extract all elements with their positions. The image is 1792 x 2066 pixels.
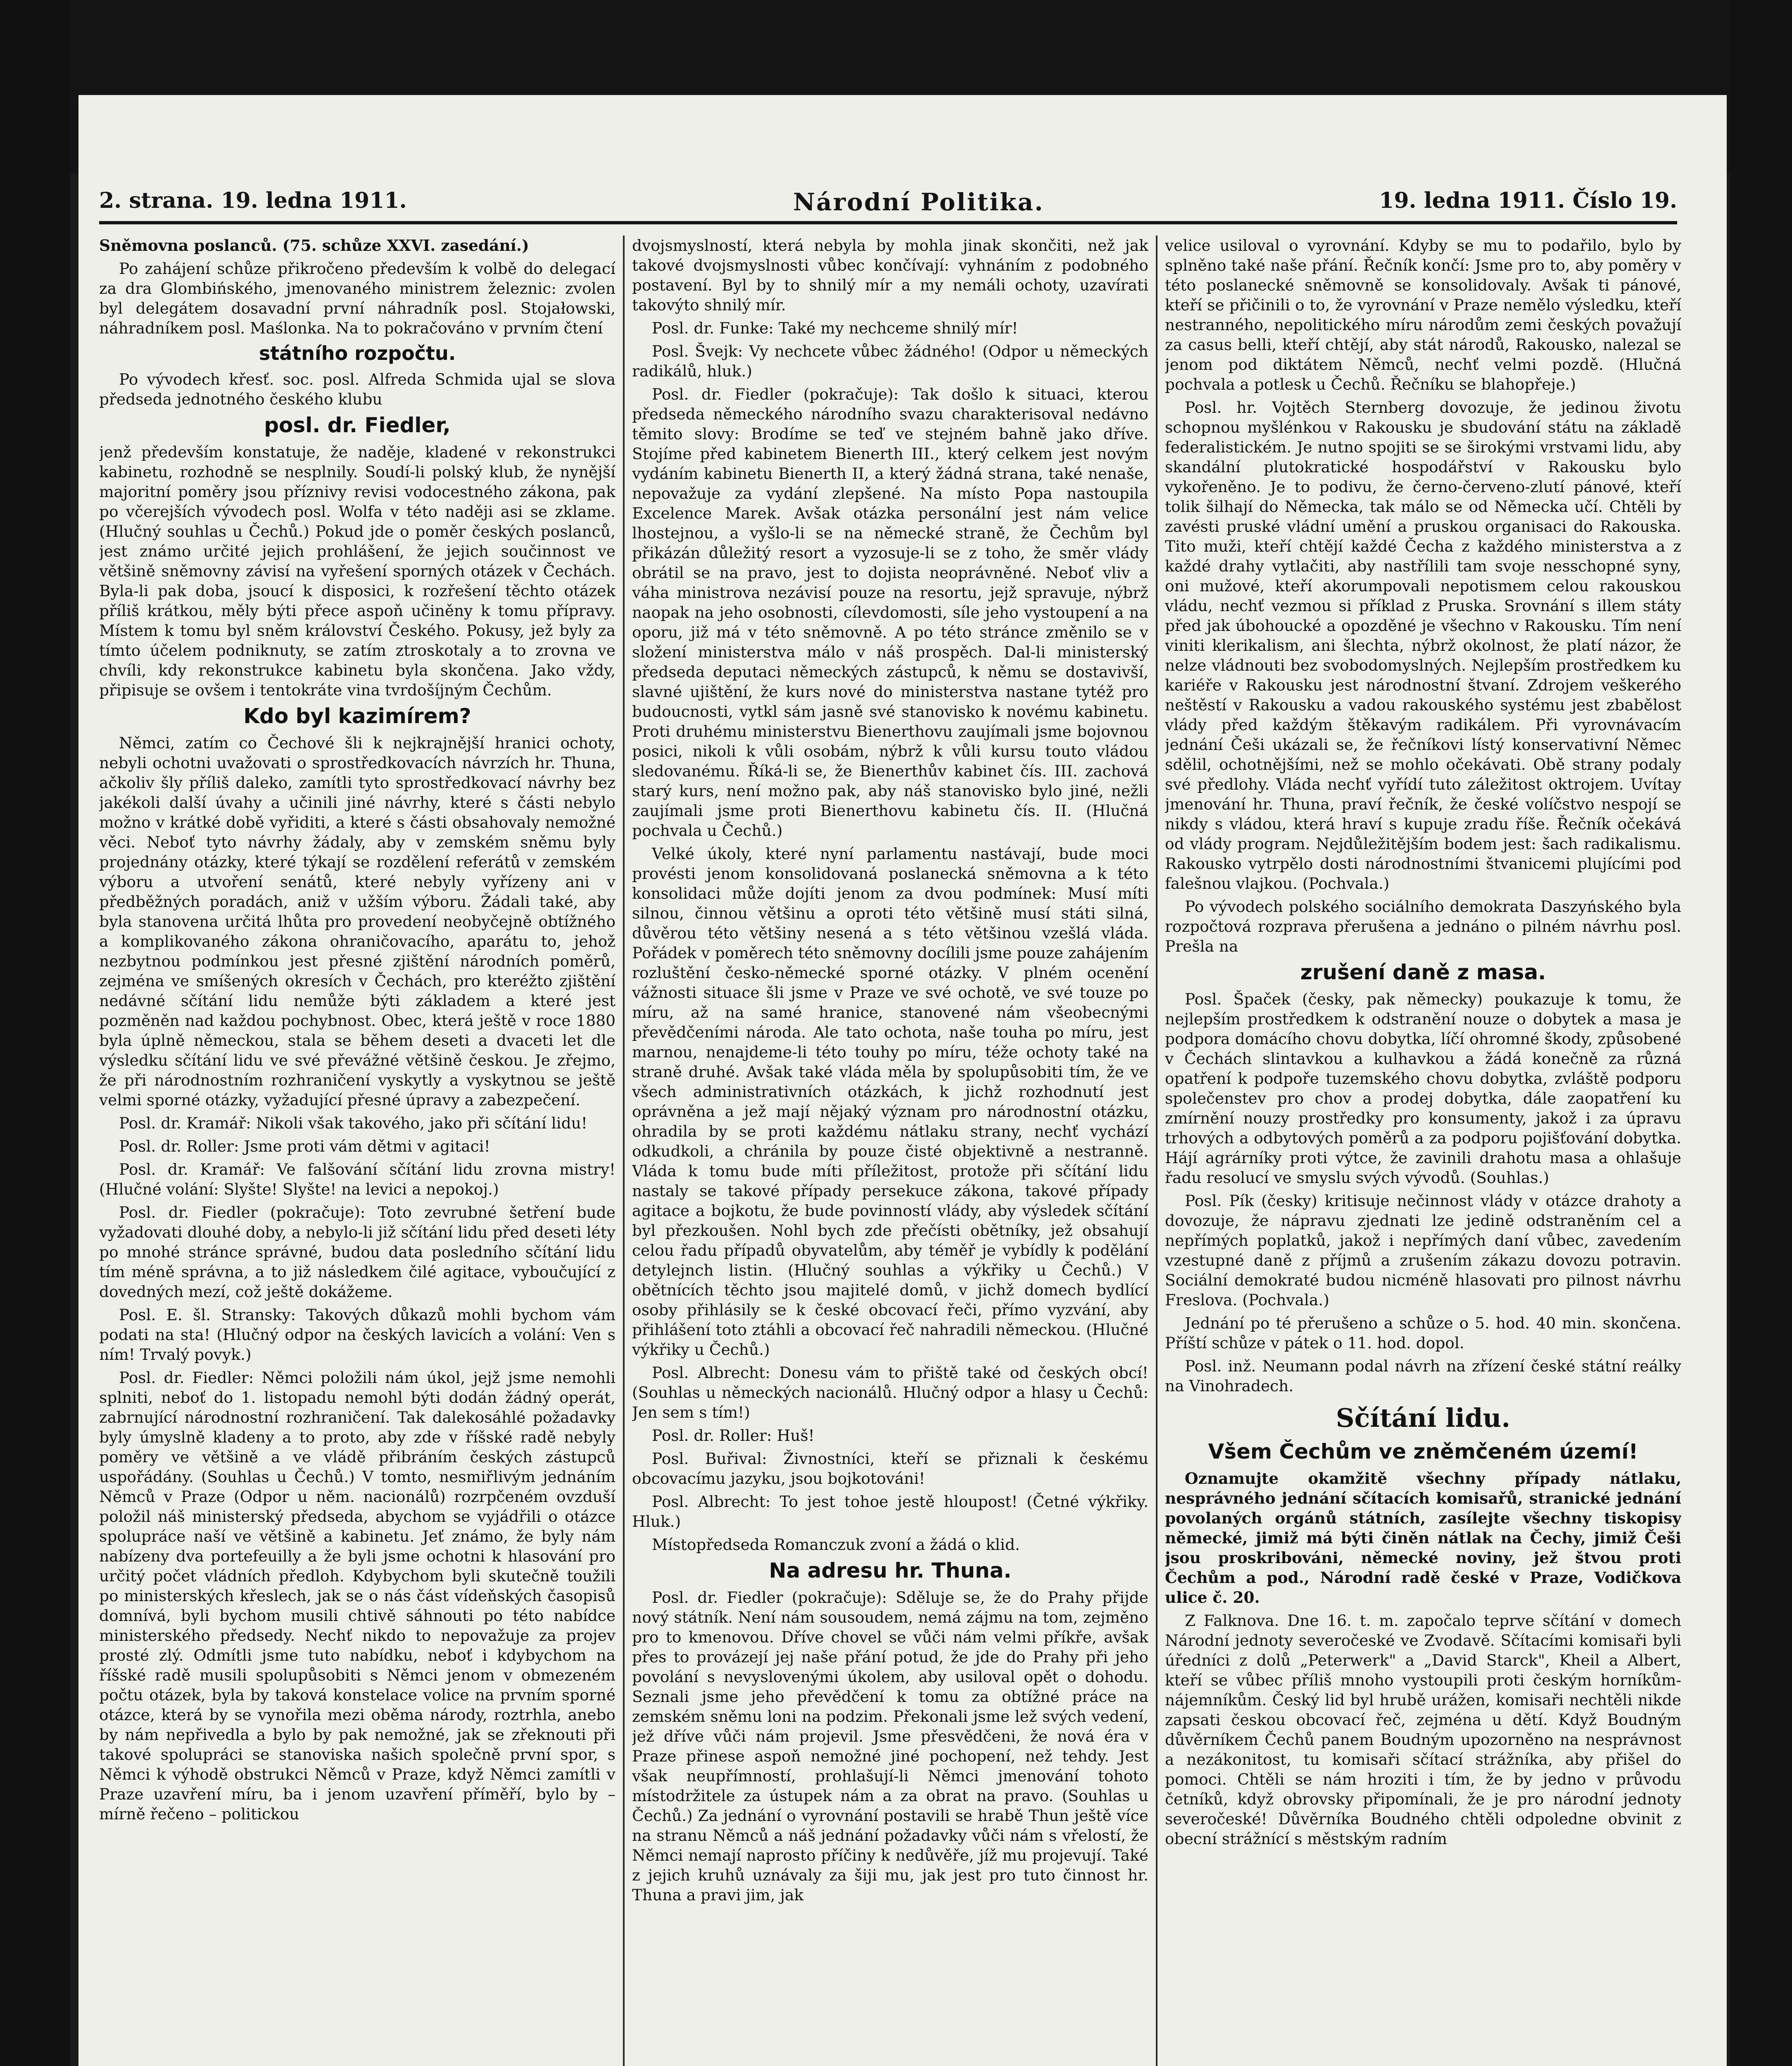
paragraph: Velké úkoly, které nyní parlamentu nastávají, bude moci provésti jenom konsolidovaná poslanecká sněmovna a k této konsolidaci může dojíti jenom za dvou podmínek: Musí míti silnou, činnou většinu a oproti této většině musí státi silná, důvěrou této většiny nesená a s této většinou vzešlá vláda. Pořádek v poměrech této sněmovny docílili jsme pouze zahájením rozluštění česko-německé sporné otázky. V plném ocenění vážnosti situace šli jsme v Praze ve své ochotě, ve své touze po míru, až na samé hranice, stanovené nám všeobecnými převědčeními národa. Ale tato ochota, naše touha po míru, jest marnou, nenajdeme-li této touhy po míru, téže ochoty také na straně druhé. Avšak také vláda měla by spolupůsobiti tím, že ve všech administrativních otázkách, k jichž rozhodnutí jest oprávněna a jež mají nějaký význam pro národnostní otázku, ohradila by se proti každému nátlaku strany, nechť vychází odkudkoli, a chránila by pouze čisté objektivně a nestranně. Vláda k tomu bude míti příležitost, protože při sčítání lidu nastaly se takové případy persekuce zákona, takové případy agitace a bojkotu, že bude povinností vlády, aby výsledek sčítání byl přezkoušen. Nohl bych zde přečísti obětníky, jež obsahují celou řadu případů obyvatelům, aby téměř je vybídly k podělání detylejnch listin. (Hlučný souhlas a výkřiky u Čechů.) V obětnících těchto jsou majitelé domů, v jichž domech bydlící osoby přihlásily se k české obcovací řeči, přímo vyzvání, aby přihlášení toto ztáhli a obcovací řeč nahradili německou. (Hlučné výkřiky u Čechů.) [632,845,1148,1359]
subheading: státního rozpočtu. [259,342,456,364]
page-header [99,188,1677,217]
subheading: zrušení daně z masa. [1300,960,1546,984]
subheading: Všem Čechům ve zněmčeném území! [1208,1440,1638,1464]
subheading: posl. dr. Fiedler, [264,413,451,437]
article-heading: Sněmovna poslanců. (75. schůze XXVI. zasedání.) [99,236,529,255]
column-divider [1156,236,1157,2066]
subheading: Kdo byl kazimírem? [243,704,471,728]
paragraph: Posl. dr. Fiedler (pokračuje): Tak došlo k situaci, kterou předseda německého národního svazu charakterisoval nedávno těmito slovy: Brodíme se teď ve stejném bahně jako dříve. Stojíme před kabinetem Bienerth III., který celkem jest novým vydáním kabinetu Bienerth II, a který žádná strana, také nenaše, nepovažuje za vydání zlepšené. Na místo Popa nastoupila Excelence Marek. Avšak otázka personální jest nám velice lhostejnou, a vyšlo-li se na německé straně, že Čechům byl přikázán důležitý resort a vyzosuje-li se z toho, že směr vlády obrátil se na pravo, jest to dojista neoprávněné. Neboť vliv a váha ministrova nezávisí pouze na resortu, jejž spravuje, nýbrž naopak na jeho osobnosti, cílevdomosti, síle jeho vystoupení a na oporu, již má v této sněmovně. A po této stránce změnilo se v složení ministerstva málo v náš prospěch. Dal-li ministerský předseda deputaci německých zástupců, k němu se dostavivší, slavné ujištění, že kurs nové do ministerstva nastane tytéž pro budoucnosti, vytkl sám jasně své stanovisko k novému kabinetu. Proti druhému ministerstvu Bienerthovu zaujímali jsme bojovnou posici, nikoli k vůli osobám, nýbrž k vůli kursu touto vládou sledovanému. Říká-li se, že Bienerthův kabinet čís. III. zachová starý kurs, není možno pak, aby náš stanovisko bylo jiné, nežli zaujímali jsme proti Bienerthovu kabinetu čís. II. (Hlučná pochvala u Čechů.) [632,385,1148,840]
paragraph: Posl. dr. Fiedler (pokračuje): Sděluje se, že do Prahy přijde nový státník. Není nám sousoudem, nemá zájmu na tom, zejměno pro to kmenovou. Dříve chovel se vůči nám velmi příkře, avšak přes to provázejí jej naše přání potud, že jde do Prahy při jeho povolání s nevyslovenými úkolem, aby usiloval opět o dohodu. Seznali jsme jeho převědčení k tomu za obtížné práce na zemském sněmu loni na podzim. Překonali jsme lež svých vedení, jež dříve vůči nám projevil. Jsme přesvědčeni, že nová éra v Praze přinese aspoň nemožné jiné pochopení, než tehdy. Jest však neupřímností, prohlašují-li Němci jmenování tohoto místodržitele za ústupek nám a za obrat na pravo. (Souhlas u Čechů.) Za jednání o vyrovnání postavili se hrabě Thun ještě více na stranu Němců a náš jednání požadavky vůči nám s vřelostí, že Němci nemají naprosto příčiny k nedůvěře, jíž mu projevují. Také z jejich kruhů uznávaly za šiji mu, jak jest pro tuto činnost hr. Thuna a pravi jim, jak [632,1588,1148,1904]
paragraph: Po vývodech křesť. soc. posl. Alfreda Schmida ujal se slova předseda jednotného českého klubu [99,370,616,408]
header-date-left: 2. strana. 19. ledna 1911. [99,188,407,213]
paragraph: Posl. dr. Funke: Také my nechceme shnilý mír! [652,319,1018,337]
section-heading: Sčítání lidu. [1336,1403,1511,1433]
scan-border-left [0,0,70,2066]
paragraph: Po zahájení schůze přikročeno především k volbě do delegací za dra Glombińského, jmenovaného ministrem železnic: zvolen byl delegátem dosavadní první náhradník posl. Stojałowski, náhradníkem posl. Maślonka. Na to pokračováno v prvním čtení [99,259,616,337]
header-rule [99,221,1677,224]
paragraph: Posl. Buřival: Živnostníci, kteří se přiznali k českému obcovacímu jazyku, jsou bojkotováni! [632,1450,1148,1488]
paragraph: Posl. dr. Kramář: Nikoli však takového, jako při sčítání lidu! [119,1114,587,1132]
paragraph: Místopředseda Romanczuk zvoní a žádá o klid. [652,1535,1020,1554]
paragraph: Posl. dr. Fiedler: Němci položili nám úkol, jejž jsme nemohli splniti, neboť do 1. listopadu nemohl býti dodán žádný operát, zabrnující národnostní rozhraničení. Tak dalekosáhlé požadavky byly úmyslně kladeny a to proto, aby zde v říšské radě nebyly poměry ve většině a ve vládě přibráním českých zástupců uspořádány. (Souhlas u Čechů.) V tomto, nesmiřlivým jednáním Němců v Praze (Odpor u něm. nacionálů) rozrpčeném ovzduší položil náš ministerský předseda, abychom se vyjádřili o otázce spolupráce naší ve většině a kabinetu. Jeť známo, že byly nám nabízeny dva portefeuilly a že byli jsme ochotni k hlasování pro určitý počet vládních předloh. Kdybychom byli skutečně toužili po ministerských křeslech, jak se o nás část vídeňských časopisů domnívá, byli bychom musili chtivě sáhnouti po této nabídce ministerského předsedy. Nechť nikdo to nepovažuje za projev prosté zlý. Odmítli jsme tuto nabídku, neboť i kdybychom na říšské radě musili spolupůsobiti s Němci jenom v obmezeném počtu otázek, byla by taková konstelace volice na prvním sporné otázce, která by se vynořila mezi oběma národy, roztrhla, anebo by nám nepřivedla a bylo by pak nemožné, jak se zřeknouti při takové spolupráci se stanoviska našich společně první spor, s Němci k výhodě obstrukci Němců v Praze, když Němci zamítli v Praze uzavření míru, ba i jenom uzavření příměří, bylo by – mírně řečeno – politickou [99,1369,616,1823]
paragraph: Posl. dr. Roller: Huš! [652,1426,815,1445]
column-right [1165,236,1681,2066]
paragraph: Oznamujte okamžitě všechny případy nátlaku, nesprávného jednání sčítacích komisařů, stranické jednání povolaných orgánů státních, zasílejte všechny tiskopisy německé, jimiž má býti činěn nátlak na Čechy, jimiž Češi jsou proskribováni, německé noviny, jež štvou proti Čechům a pod., Národní radě české v Praze, Vodičkova ulice č. 20. [1165,1469,1681,1607]
paragraph: Z Falknova. Dne 16. t. m. započalo teprve sčítání v domech Národní jednoty severočeské ve Zvodavě. Sčítacími komisaři byli úředníci z dolů „Peterwerk" a „David Starck", Kheil a Albert, kteří se vůbec příliš mnoho vystoupili proti českým horníkům-nájemníkům. Český lid byl hrubě urážen, komisaři nechtěli nikde zapsati českou obcovací řeč, zejména u dětí. Když Boudným důvěrníkem Čechů panem Boudným upozorněno na nesprávnost a nezákonitost, tu komisaři sčítací strážníka, aby přišel do pomoci. Chtěli se nám hroziti i tím, že by jedno v průvodu četníků, když obrovsky připomínali, že je pro národní jednoty severočeské! Důvěrníka Boudného chtěli odpoledne obvinit z obecní strážnící s městským radním [1165,1611,1681,1848]
paragraph: Posl. Špaček (česky, pak německy) poukazuje k tomu, že nejlepším prostředkem k odstranění nouze o dobytek a masa je podpora domácího chovu dobytka, líčí ohromné škody, způsobené v Čechách slintavkou a kulhavkou a žádá konečně za různá opatření k podpoře tuzemského chovu dobytka, zvláště podporu společenstev pro chov a prodej dobytka, dále zaopatření ku zmírnění nouzy prostředky pro konsumenty, jakož i za úpravu trhových a odbytových poměrů a za podporu pojišťování dobytka. Hájí agrárníky proti výtce, že zavinili drahotu masa a ohlašuje řadu resolucí ve smyslu svých vývodů. (Souhlas.) [1165,990,1681,1187]
paragraph: Posl. Albrecht: To jest tohoe jestě hloupost! (Četné výkřiky. Hluk.) [632,1492,1148,1530]
column-middle [632,236,1148,2066]
column-left [99,236,616,2066]
paragraph: Po vývodech polského sociálního demokrata Daszyńského byla rozpočtová rozprava přerušena a jednáno o pilném návrhu posl. Prešla na [1165,897,1681,955]
paragraph: Posl. Albrecht: Donesu vám to přiště také od českých obcí! (Souhlas u německých nacionálů. Hlučný odpor a hlasy u Čechů: Jen sem s tím!) [632,1364,1148,1421]
paragraph: Posl. Pík (česky) kritisuje nečinnost vlády v otázce drahoty a dovozuje, že nápravu zjednati lze jedině odstraněním cel a nepřímých poplatků, jakož i nepřímých daní vůbec, zavedením vzestupné daně z příjmů a zrušením zákazu dovozu potravin. Sociální demokraté budou nicméně hlasovati pro pilnost návrhu Freslova. (Pochvala.) [1165,1192,1681,1309]
subheading: Na adresu hr. Thuna. [769,1559,1012,1583]
paragraph: Jednání po té přerušeno a schůze o 5. hod. 40 min. skončena. Příští schůze v pátek o 11. hod. dopol. [1165,1314,1681,1352]
paragraph: jenž především konstatuje, že naděje, kladené v rekonstrukci kabinetu, rozhodně se nesplnily. Soudí-li polský klub, že nynější majoritní poměry jsou příznivy revisi vodocestného zákona, pak po včerejších vývodech posl. Wolfa v této naději asi se zklame. (Hlučný souhlas u Čechů.) Pokud jde o poměr českých poslanců, jest známo určité jejich prohlášení, že jejich součinnost ve většině sněmovny závisí na vyřešení sporných otázek v Čechách. Byla-li pak doba, jsoucí k disposici, k rozřešení těchto otázek příliš krátkou, měly býti přece aspoň učiněny k tomu přípravy. Místem k tomu byl sněm království Českého. Pokusy, jež byly za tímto účelem podniknuty, se zatím ztroskotaly a to zrovna ve chvíli, kdy rekonstrukce kabinetu byla skončena. Jako vždy, připisuje se ovšem i tentokráte vina tvrdošíjným Čechům. [99,443,616,699]
paragraph: Posl. hr. Vojtěch Sternberg dovozuje, že jedinou životu schopnou myšlénkou v Rakousku je sbudování státu na základě federalistickém. Je nutno spojiti se se širokými vrstvami lidu, aby skandální plutokratické hospodářství v Rakousku bylo vykořeněno. Je to podivu, že černo-červeno-zlutí pánové, kteří tolik šilhají do Německa, tak málo se od Německa učí. Chtěli by zavésti pruské vládní umění a pruskou organisaci do Rakouska. Tito muži, kteří chtějí každé Čecha z každého ministerstva a z každé drahy vytlačiti, aby nastřílili tam svoje nesschopné syny, oni mužové, kteří akorumpovali nepotismem celou rakouskou vládu, nechť vezmou si příklad z Pruska. Srovnání s illem státy před jak úbohoucké a opozděné je všechno v Rakousku. Tím není viniti klerikalism, ani šlechta, nýbrž okolnost, že platí názor, že nelze vládnouti bez svobodomyslných. Nejlepším prostředkem ku kariéře v Rakousku jest národnostní štvaní. Zdrojem veškerého neštěstí v Rakousku a vadou rakouského systému jest zbabělost vlády před každým štěkavým radikálem. Při vyrovnávacím jednání Češi ukázali se, že řečníkovi lístý konservativní Němec sdělil, ochotnějšími, než se mohlo očekávati. Obě strany podaly své předlohy. Vláda nechť vyřídí tuto záležitost oktrojem. Uvítay jmenování hr. Thuna, praví řečník, že české volíčstvo nespojí se nikdy s vládou, která hraví s kupuje zradu říše. Řečník očekává od vlády program. Nejdůležitějším bodem jest: šach radikalismu. Rakousko vytrpělo dosti národnostními štvanicemi plujícími pod falešnou vlajkou. (Pochvala.) [1165,398,1681,893]
paragraph: Posl. dr. Kramář: Ve falšování sčítání lidu zrovna mistry! (Hlučné volání: Slyšte! Slyšte! na levici a nepokoj.) [99,1160,616,1198]
header-issue-number: 19. ledna 1911. Číslo 19. [1379,188,1677,213]
masthead-title: Národní Politika. [793,188,1044,216]
paragraph: Posl. Švejk: Vy nechcete vůbec žádného! (Odpor u německých radikálů, hluk.) [632,342,1148,380]
paragraph: dvojsmyslností, která nebyla by mohla jinak skončiti, než jak takové dvojsmyslnosti vůbec končívají: vyhnáním z podobného postavení. Byl by to shnilý mír a my nemáli ochoty, uzavírati takovýto shnilý mír. [632,236,1148,314]
paragraph: Posl. dr. Fiedler (pokračuje): Toto zevrubné šetření bude vyžadovati dlouhé doby, a nebylo-li již sčítání lidu před deseti léty po mnohé stránce správné, budou data posledního sčítání lidu tím méně správna, a to již následkem čilé agitace, vyboučující z dovedných mezí, což ještě dokážeme. [99,1203,616,1301]
scan-border-right [1730,0,1792,2066]
paragraph: Němci, zatím co Čechové šli k nejkrajnější hranici ochoty, nebyli ochotni uvažovati o sprostředkovacích návrzích hr. Thuna, ačkoliv šly příliš daleko, zamítli tyto sprostředkovací návrhy bez jakékoli další úvahy a učinili jiné návrhy, které s části nebylo možno v krátké době vyřiditi, a které s části obsahovaly nemožné věci. Neboť tyto návrhy žádaly, aby v zemském sněmu byly projednány otázky, které týkají se rozdělení referátů v zemském výboru a utvoření senátů, které nebyly vyřízeny ani v předběžných poradách, aniž v užším výboru. Žádali také, aby byla stanovena určitá lhůta pro provedení neobyčejně obtížného a komplikovaného zákona ohraničovacího, aparátu to, jehož nezbytnou podmínkou jest přesné zjištění národních poměrů, zejména ve smíšených okresích v Čechách, pro kteréžto zjištění nedávné sčítání lidu nemůže býti základem a které jest pozměněn nad každou pochybnost. Obec, která ještě v roce 1880 byla úplně německou, stala se během deseti a dvaceti let dle výsledku sčítání lidu ve své převážné většině českou. Je zřejmo, že při národnostním rozhraničení vyskytly a vyskytnou se ještě velmi sporné otázky, vyžadující přesné úpravy a zabezpečení. [99,734,616,1109]
paragraph: Posl. dr. Roller: Jsme proti vám dětmi v agitaci! [119,1137,490,1155]
paragraph: Posl. E. šl. Stransky: Takových důkazů mohli bychom vám podati na sta! (Hlučný odpor na českých lavicích a volání: Ven s ním! Trvalý povyk.) [99,1306,616,1364]
column-divider [623,236,625,2066]
paragraph: Posl. inž. Neumann podal návrh na zřízení české státní reálky na Vinohradech. [1165,1357,1681,1395]
paragraph: velice usiloval o vyrovnání. Kdyby se mu to podařilo, bylo by splněno také naše přání. Řečník končí: Jsme pro to, aby poměry v této poslanecké sněmovně se konsolidovaly. Avšak ti pánové, kteří se přičinili o to, že vyrovnání v Praze nemělo výsledku, kteří nestranného, nepolitického míru národům zemi českých považují za casus belli, kteří chtějí, aby stát národů, Rakousko, nalezal se jenom pod diktátem Němců, nechť velmi pozdě. (Hlučná pochvala a potlesk u Čechů. Řečníku se blahopřeje.) [1165,236,1681,393]
